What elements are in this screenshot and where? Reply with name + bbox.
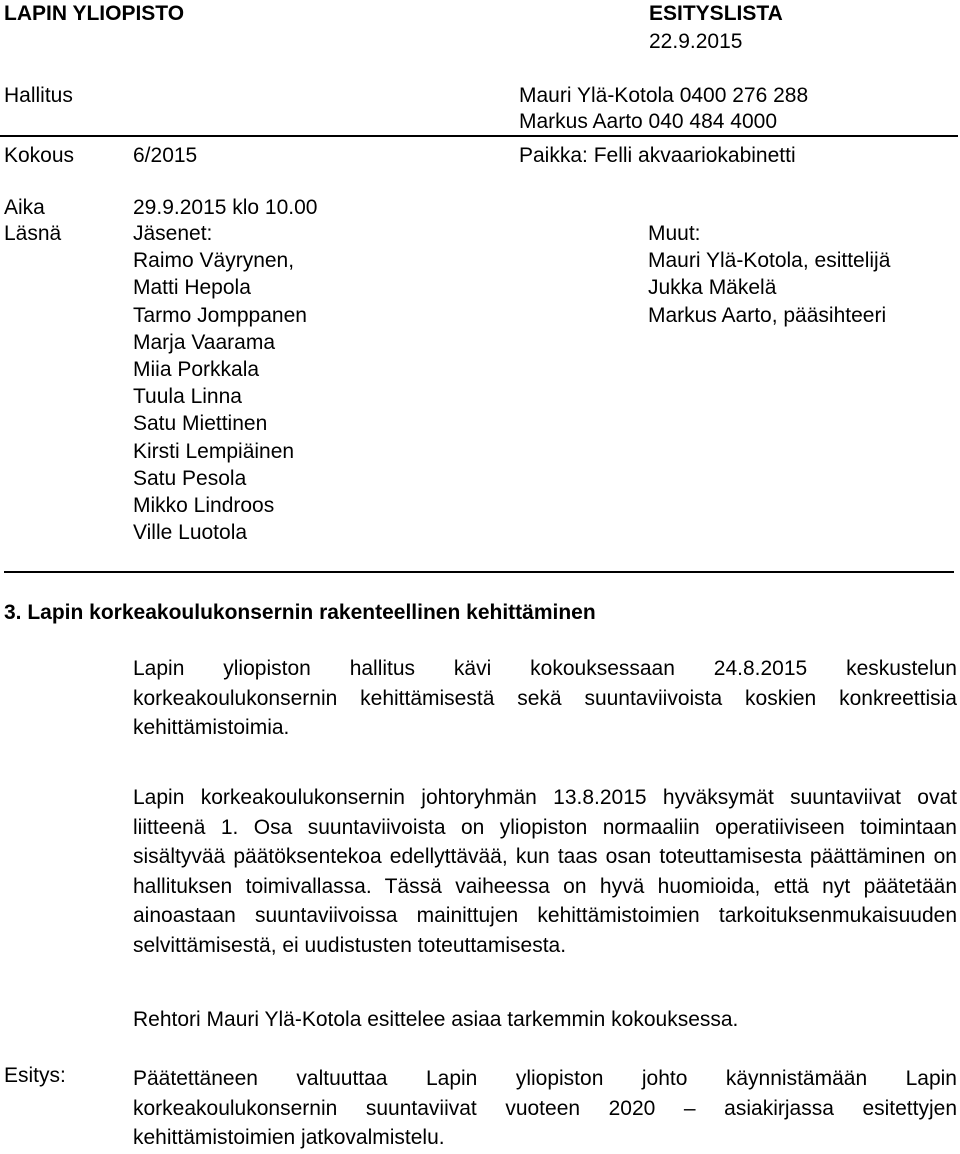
member-item: Satu Pesola xyxy=(133,467,247,490)
organization-name: LAPIN YLIOPISTO xyxy=(4,2,185,25)
item-paragraph-2: Lapin korkeakoulukonsernin johtoryhmän 13.8.2015 hyväksymät suuntaviivat ovat liitteenä 1. Osa suuntaviivoista on yliopiston normaaliin operatiiviseen toimintaan sisältyvää päätöksentekoa edellyttävää, kun taas osan toteuttamisesta päättäminen on hallituksen toimivallassa. Tässä vaiheessa on hyvä huomioida, että nyt päätetään ainoastaan suuntaviivoissa mainittujen kehittämistoimien tarkoituksenmukaisuuden selvittämisestä, ei uudistusten toteuttamisesta. xyxy=(133,786,957,957)
members-heading: Jäsenet: xyxy=(133,222,213,245)
section-divider xyxy=(4,571,954,573)
time-label: Aika xyxy=(4,196,45,219)
member-item: Tarmo Jomppanen xyxy=(133,304,307,327)
other-attendee: Mauri Ylä-Kotola, esittelijä xyxy=(648,249,891,272)
other-attendee: Markus Aarto, pääsihteeri xyxy=(648,304,887,327)
member-item: Mikko Lindroos xyxy=(133,494,275,517)
other-attendee: Jukka Mäkelä xyxy=(648,276,777,299)
body-label: Hallitus xyxy=(4,84,73,107)
member-item: Ville Luotola xyxy=(133,521,248,544)
document-date: 22.9.2015 xyxy=(649,30,743,53)
item-paragraph-1: Lapin yliopiston hallitus kävi kokouksessaan 24.8.2015 keskustelun korkeakoulukonsernin kehittämisestä sekä suuntaviivoista koskien konkreettisia kehittämistoimia. xyxy=(133,657,957,739)
item-paragraph-3: Rehtori Mauri Ylä-Kotola esittelee asiaa tarkemmin kokouksessa. xyxy=(133,1008,739,1031)
proposal-text: Päätettäneen valtuuttaa Lapin yliopiston johto käynnistämään Lapin korkeakoulukonsernin suuntaviivat vuoteen 2020 – asiakirjassa esitettyjen kehittämistoimien jatkovalmistelu. xyxy=(133,1067,957,1149)
meeting-number: 6/2015 xyxy=(133,144,198,167)
contact-line-1: Mauri Ylä-Kotola 0400 276 288 xyxy=(519,84,809,107)
present-label: Läsnä xyxy=(4,222,62,245)
member-item: Marja Vaarama xyxy=(133,331,275,354)
member-item: Miia Porkkala xyxy=(133,358,260,381)
others-heading: Muut: xyxy=(648,222,701,245)
member-item: Satu Miettinen xyxy=(133,412,268,435)
proposal-label: Esitys: xyxy=(4,1064,66,1087)
meeting-label: Kokous xyxy=(4,144,75,167)
header-divider xyxy=(0,135,958,137)
meeting-time: 29.9.2015 klo 10.00 xyxy=(133,196,318,219)
member-item: Tuula Linna xyxy=(133,385,242,408)
member-item: Kirsti Lempiäinen xyxy=(133,440,295,463)
document-type: ESITYSLISTA xyxy=(649,2,783,25)
member-item: Matti Hepola xyxy=(133,276,251,299)
contact-line-2: Markus Aarto 040 484 4000 xyxy=(519,110,778,133)
meeting-place: Paikka: Felli akvaariokabinetti xyxy=(519,144,796,167)
member-item: Raimo Väyrynen, xyxy=(133,249,295,272)
item-title: 3. Lapin korkeakoulukonsernin rakenteellinen kehittäminen xyxy=(4,601,596,624)
